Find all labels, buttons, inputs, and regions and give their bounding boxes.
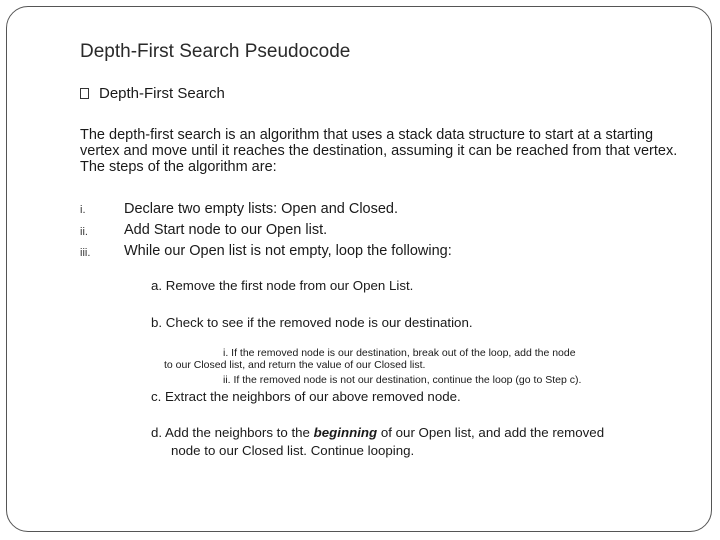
bullet-item [80,85,225,102]
intro-paragraph: The depth-first search is an algorithm that uses a stack data structure to start at a starting vertex and move until it reaches the destination, assuming it can be reached from that vertex. The steps of the algorithm are: [80,127,678,175]
substep-d-line1 [151,425,604,440]
substep-b-ii: ii. If the removed node is not our destination, continue the loop (go to Step c). [223,374,582,386]
substep-b-i-line1: i. If the removed node is our destination, break out of the loop, add the node [223,347,576,359]
step-number: ii. [80,226,88,238]
substep-b: b. Check to see if the removed node is our destination. [151,315,473,330]
substep-d-emphasis: beginning [313,425,378,440]
substep-c: c. Extract the neighbors of our above removed node. [151,389,461,404]
substep-d-post: of our Open list, and add the removed [377,425,605,440]
substep-d-pre: d. Add the neighbors to the [151,425,314,440]
substep-d-line2: node to our Closed list. Continue looping. [171,443,415,458]
step-text: Declare two empty lists: Open and Closed. [124,201,399,217]
substep-a: a. Remove the first node from our Open List. [151,278,414,293]
square-bullet-icon [80,88,89,99]
step-text: Add Start node to our Open list. [124,222,328,238]
bullet-text: Depth-First Search [99,85,225,102]
step-number: i. [80,204,86,216]
step-text: While our Open list is not empty, loop the following: [124,243,452,259]
substep-b-i-line2: to our Closed list, and return the value of our Closed list. [164,359,426,371]
slide-title: Depth-First Search Pseudocode [80,41,351,62]
step-number: iii. [80,247,91,259]
